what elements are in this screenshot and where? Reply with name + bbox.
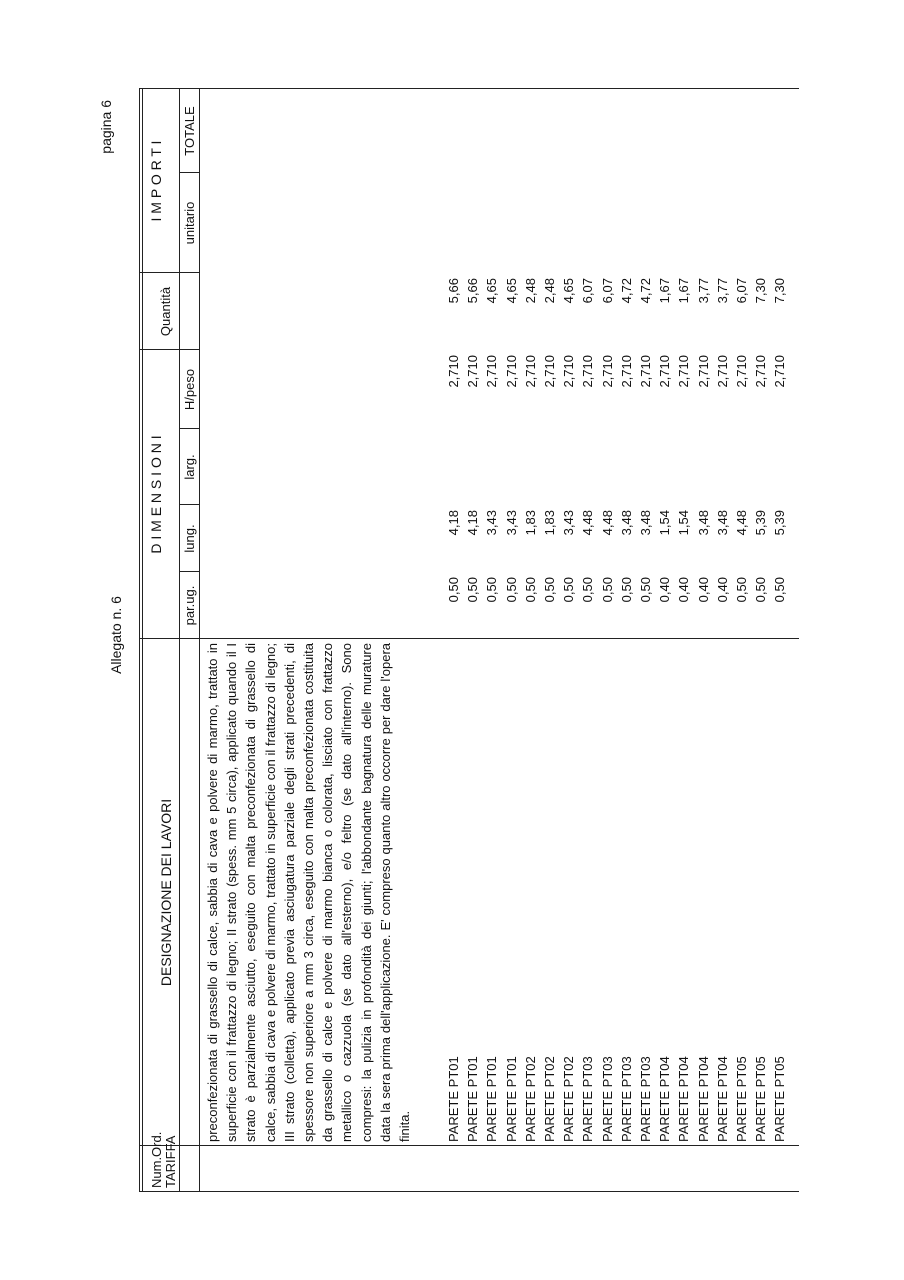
row-par-ug: 0,50 bbox=[637, 577, 653, 603]
importi-underline bbox=[179, 89, 180, 273]
row-label: PARETE PT04 bbox=[657, 1056, 673, 1142]
row-quantita: 6,07 bbox=[733, 278, 749, 304]
row-label: PARETE PT02 bbox=[561, 1056, 577, 1142]
row-quantita: 4,72 bbox=[618, 278, 634, 304]
row-h-peso: 2,710 bbox=[733, 355, 749, 388]
row-label: PARETE PT04 bbox=[714, 1056, 730, 1142]
row-lung: 5,39 bbox=[753, 510, 769, 536]
row-par-ug: 0,50 bbox=[733, 577, 749, 603]
row-lung: 4,18 bbox=[445, 510, 461, 536]
row-lung: 1,54 bbox=[676, 510, 692, 536]
row-label: PARETE PT01 bbox=[445, 1056, 461, 1142]
row-lung: 4,18 bbox=[465, 510, 481, 536]
row-h-peso: 2,710 bbox=[714, 355, 730, 388]
row-h-peso: 2,710 bbox=[676, 355, 692, 388]
row-h-peso: 2,710 bbox=[445, 355, 461, 388]
page-number: pagina 6 bbox=[98, 100, 114, 154]
row-h-peso: 2,710 bbox=[484, 355, 500, 388]
row-label: PARETE PT04 bbox=[695, 1056, 711, 1142]
row-quantita: 6,07 bbox=[599, 278, 615, 304]
row-quantita: 5,66 bbox=[465, 278, 481, 304]
row-quantita: 3,77 bbox=[714, 278, 730, 304]
row-par-ug: 0,50 bbox=[484, 577, 500, 603]
row-label: PARETE PT01 bbox=[484, 1056, 500, 1142]
row-par-ug: 0,50 bbox=[753, 577, 769, 603]
row-lung: 3,43 bbox=[561, 510, 577, 536]
row-h-peso: 2,710 bbox=[465, 355, 481, 388]
row-h-peso: 2,710 bbox=[522, 355, 538, 388]
allegato-label: Allegato n. 6 bbox=[108, 596, 124, 674]
row-lung: 4,48 bbox=[580, 510, 596, 536]
table-top-border-2 bbox=[142, 88, 143, 1192]
row-h-peso: 2,710 bbox=[753, 355, 769, 388]
row-h-peso: 2,710 bbox=[618, 355, 634, 388]
row-quantita: 2,48 bbox=[522, 278, 538, 304]
row-h-peso: 2,710 bbox=[541, 355, 557, 388]
row-label: PARETE PT05 bbox=[733, 1056, 749, 1142]
row-par-ug: 0,50 bbox=[522, 577, 538, 603]
row-h-peso: 2,710 bbox=[657, 355, 673, 388]
row-par-ug: 0,50 bbox=[599, 577, 615, 603]
table-left-border bbox=[139, 1191, 799, 1192]
table-right-border bbox=[139, 88, 799, 89]
row-label: PARETE PT04 bbox=[676, 1056, 692, 1142]
row-lung: 3,48 bbox=[714, 510, 730, 536]
row-quantita: 7,30 bbox=[753, 278, 769, 304]
row-quantita: 3,77 bbox=[695, 278, 711, 304]
col-line-tariffa bbox=[139, 1145, 799, 1146]
row-quantita: 7,30 bbox=[772, 278, 788, 304]
row-h-peso: 2,710 bbox=[599, 355, 615, 388]
row-label: PARETE PT01 bbox=[465, 1056, 481, 1142]
row-lung: 1,83 bbox=[541, 510, 557, 536]
row-quantita: 1,67 bbox=[657, 278, 673, 304]
row-h-peso: 2,710 bbox=[772, 355, 788, 388]
row-par-ug: 0,40 bbox=[676, 577, 692, 603]
row-par-ug: 0,50 bbox=[580, 577, 596, 603]
row-lung: 4,48 bbox=[733, 510, 749, 536]
row-lung: 3,48 bbox=[618, 510, 634, 536]
row-quantita: 5,66 bbox=[445, 278, 461, 304]
header-par-ug: par.ug. bbox=[182, 585, 197, 626]
row-par-ug: 0,50 bbox=[618, 577, 634, 603]
row-label: PARETE PT03 bbox=[618, 1056, 634, 1142]
row-par-ug: 0,50 bbox=[772, 577, 788, 603]
row-label: PARETE PT02 bbox=[522, 1056, 538, 1142]
row-par-ug: 0,50 bbox=[503, 577, 519, 603]
row-label: PARETE PT05 bbox=[753, 1056, 769, 1142]
header-num-ord bbox=[149, 1131, 178, 1188]
row-h-peso: 2,710 bbox=[580, 355, 596, 388]
row-lung: 3,43 bbox=[484, 510, 500, 536]
row-par-ug: 0,50 bbox=[541, 577, 557, 603]
row-h-peso: 2,710 bbox=[503, 355, 519, 388]
header-num-ord-line2: TARIFFA bbox=[163, 1135, 178, 1188]
row-par-ug: 0,40 bbox=[657, 577, 673, 603]
header-dimensioni: D I M E N S I O N I bbox=[148, 435, 164, 554]
header-designazione: DESIGNAZIONE DEI LAVORI bbox=[158, 798, 174, 987]
row-lung: 5,39 bbox=[772, 510, 788, 536]
header-num-ord-line1: Num.Ord. bbox=[149, 1131, 164, 1188]
header-totale: TOTALE bbox=[182, 106, 197, 156]
row-par-ug: 0,50 bbox=[561, 577, 577, 603]
row-lung: 1,83 bbox=[522, 510, 538, 536]
row-lung: 1,54 bbox=[657, 510, 673, 536]
row-label: PARETE PT05 bbox=[772, 1056, 788, 1142]
row-label: PARETE PT03 bbox=[637, 1056, 653, 1142]
row-quantita: 4,65 bbox=[503, 278, 519, 304]
header-importi: I M P O R T I bbox=[148, 140, 164, 222]
header-unitario: unitario bbox=[182, 201, 197, 245]
header-h-peso: H/peso bbox=[182, 368, 197, 411]
row-quantita: 2,48 bbox=[541, 278, 557, 304]
row-par-ug: 0,50 bbox=[445, 577, 461, 603]
table-top-border-1 bbox=[139, 88, 140, 1192]
row-h-peso: 2,710 bbox=[637, 355, 653, 388]
header-bottom-line-2 bbox=[199, 88, 200, 1192]
header-lung: lung. bbox=[182, 524, 197, 553]
row-quantita: 4,65 bbox=[484, 278, 500, 304]
row-h-peso: 2,710 bbox=[561, 355, 577, 388]
row-quantita: 6,07 bbox=[580, 278, 596, 304]
work-description: preconfezionata di grassello di calce, sabbia di cava e polvere di marmo, trattato in superficie con il frattazzo di legno; II strato (spess. mm 5 circa), applicato quando il I strato è parzialmente asciutto, eseguito con malta preconfezionata di grassello di calce, sabbia di cava e polvere di marmo, trattato in superficie con il frattazzo di legno; III strato (colletta), applicato previa asciugatura parziale degli strati precedenti, di spessore non superiore a mm 3 circa, eseguito con malta preconfezionata costituita da grassello di calce e polvere di marmo bianca o colorata, lisciato con frattazzo metallico o cazzuola (se dato all'esterno), e/o feltro (se dato all'interno). Sono compresi: la pulizia in profondità dei giunti; l'abbondante bagnatura delle murature data la sera prima dell'applicazione. E' compreso quanto altro occorre per dare l'opera finita. bbox=[205, 643, 413, 1142]
row-label: PARETE PT01 bbox=[503, 1056, 519, 1142]
row-label: PARETE PT02 bbox=[541, 1056, 557, 1142]
row-label: PARETE PT03 bbox=[599, 1056, 615, 1142]
header-larg: larg. bbox=[182, 454, 197, 480]
header-quantita: Quantità bbox=[158, 286, 173, 337]
row-par-ug: 0,40 bbox=[695, 577, 711, 603]
row-quantita: 1,67 bbox=[676, 278, 692, 304]
row-quantita: 4,65 bbox=[561, 278, 577, 304]
row-lung: 4,48 bbox=[599, 510, 615, 536]
row-lung: 3,48 bbox=[637, 510, 653, 536]
row-par-ug: 0,40 bbox=[714, 577, 730, 603]
row-label: PARETE PT03 bbox=[580, 1056, 596, 1142]
row-par-ug: 0,50 bbox=[465, 577, 481, 603]
row-quantita: 4,72 bbox=[637, 278, 653, 304]
row-lung: 3,48 bbox=[695, 510, 711, 536]
row-h-peso: 2,710 bbox=[695, 355, 711, 388]
row-lung: 3,43 bbox=[503, 510, 519, 536]
